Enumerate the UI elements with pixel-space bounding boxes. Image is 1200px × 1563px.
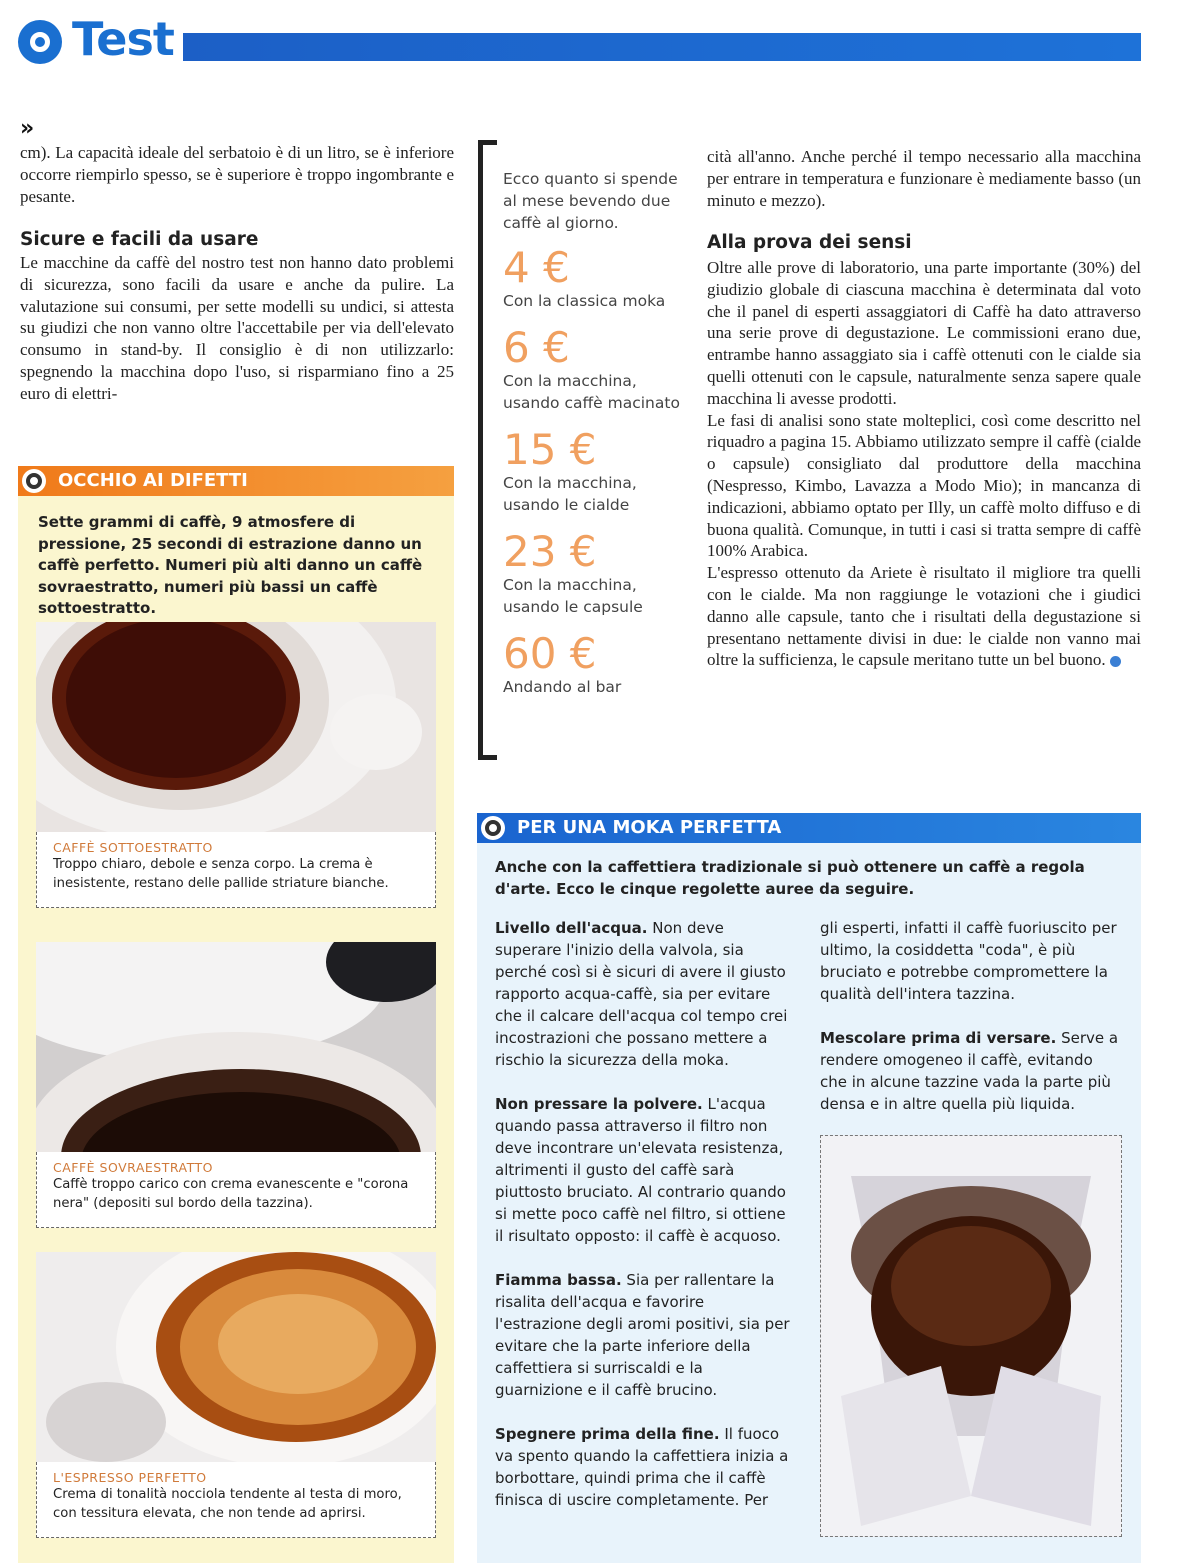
price-intro: Ecco quanto si spende al mese bevendo due caffè al giorno.: [503, 170, 678, 232]
tip-title: Spegnere prima della fine.: [495, 1425, 720, 1443]
moka-left-column: [495, 917, 795, 1511]
price-amount: 23 €: [503, 527, 597, 576]
col3-body: [707, 257, 1141, 671]
tip-title: Fiamma bassa.: [495, 1271, 622, 1289]
caption-over-extracted: [36, 1152, 436, 1228]
tip-text: Il fuoco va spento quando la caffettiera inizia a borbottare, quindi prima che il caffè finisca di uscire completamente. Per: [495, 1425, 789, 1509]
defects-box: [18, 466, 454, 1563]
tip-title: Livello dell'acqua.: [495, 919, 648, 937]
header-bar: [183, 33, 1141, 61]
price-desc: Con la macchina, usando le capsule: [503, 576, 643, 616]
moka-tip: [495, 917, 795, 1071]
caption-under-extracted: [36, 832, 436, 908]
tip-title: Non pressare la polvere.: [495, 1095, 703, 1113]
continue-mark: »: [20, 116, 35, 141]
defects-title: OCCHIO AI DIFETTI: [58, 470, 248, 491]
caption-title: L'ESPRESSO PERFETTO: [53, 1470, 207, 1485]
col3-paragraph: Oltre alle prove di laboratorio, una parte importante (30%) del giudizio globale di ciascuna macchina è determinata dal voto che il panel di esperti assaggiatori di Caffè ha dato attraverso una serie prove di degustazione. Le commissioni erano due, entrambe hanno assaggiato sia i caffè ottenuti con le cialde sia quelli ottenuti con le capsule, naturalmente senza sapere quale macchina li avesse prodotti.: [707, 258, 1141, 408]
col1-heading: Sicure e facili da usare: [20, 229, 259, 250]
price-amount: 4 €: [503, 243, 570, 292]
photo-moka-top: [820, 1135, 1122, 1537]
moka-right-column: [820, 917, 1120, 1115]
price-item: [503, 629, 693, 698]
page-title: Test: [72, 12, 174, 66]
target-icon: [481, 816, 505, 840]
moka-tip: [820, 1027, 1120, 1115]
col3-heading: Alla prova dei sensi: [707, 232, 912, 253]
col1-intro: cm). La capacità ideale del serbatoio è di un litro, se è inferiore occorre riempirlo spesso, se è superiore è troppo ingombrante e pesante.: [20, 143, 454, 206]
price-amount: 60 €: [503, 629, 597, 678]
caption-text: Troppo chiaro, debole e senza corpo. La crema è inesistente, restano delle pallide striature bianche.: [53, 857, 389, 891]
photo-under-extracted: [36, 622, 436, 832]
defects-intro: Sette grammi di caffè, 9 atmosfere di pressione, 25 secondi di estrazione danno un caffè perfetto. Numeri più alti danno un caffè sovraestratto, numeri più bassi un caffè sottoestratto.: [38, 513, 423, 617]
col3-paragraph: [707, 562, 1141, 671]
price-amount: 6 €: [503, 323, 570, 372]
price-list: [503, 168, 693, 698]
caption-perfect-espresso: [36, 1462, 436, 1538]
col3-paragraph-text: L'espresso ottenuto da Ariete è risultato il migliore tra quelli con le cialde. Ma non raggiunge le votazioni che i giudici danno alle capsule, tanto che i risultati della degustazione si presentano nettamente divisi in due: le cialde non vanno mai oltre la sufficienza, le capsule meritano tutte un bel buono.: [707, 563, 1141, 670]
tip-text: Sia per rallentare la risalita dell'acqua e favorire l'estrazione degli aromi positivi, sia per evitare che la parte inferiore della caffettiera si surriscaldi e la guarnizione e il caffè brucino.: [495, 1271, 790, 1399]
end-dot-icon: [1110, 656, 1121, 667]
target-icon: [22, 469, 46, 493]
moka-title: PER UNA MOKA PERFETTA: [517, 817, 782, 838]
caption-text: Crema di tonalità nocciola tendente al testa di moro, con tessitura elevata, che non tende ad aprirsi.: [53, 1487, 402, 1521]
col1-body: Le macchine da caffè del nostro test non hanno dato problemi di sicurezza, sono facili da usare e anche da pulire. La valutazione sui consumi, per sette modelli su undici, si attesta su giudizi che non vanno oltre l'accettabile per via dell'elevato consumo in stand-by. Il consiglio è di non utilizzarlo: spegnendo la macchina dopo l'uso, si risparmiano fino a 25 euro di elettri-: [20, 253, 454, 403]
price-bracket: [478, 140, 497, 760]
price-desc: Con la classica moka: [503, 292, 666, 310]
price-amount: 15 €: [503, 425, 597, 474]
caption-title: CAFFÈ SOTTOESTRATTO: [53, 840, 213, 855]
tip-text: L'acqua quando passa attraverso il filtro non deve incontrare un'elevata resistenza, altrimenti il gusto del caffè sarà piuttosto bruciato. Al contrario quando si mette poco caffè nel filtro, si ottiene il risultato opposto: il caffè è acquoso.: [495, 1095, 786, 1245]
tip-title: Mescolare prima di versare.: [820, 1029, 1057, 1047]
col3-paragraph: Le fasi di analisi sono state molteplici, così come descritto nel riquadro a pagina 15. Abbiamo utilizzato sempre il caffè (cialde o capsule) consigliato dal produttore della macchina (Nespresso, Kimbo, Lavazza a Modo Mio); in mancanza di indicazioni, abbiamo optato per Illy, un caffè molto diffuso e di buona qualità. Comunque, in tutti i casi si tratta sempre di caffè 100% Arabica.: [707, 410, 1141, 561]
col3-intro: cità all'anno. Anche perché il tempo necessario alla macchina per entrare in temperatura e funzionare è mediamente basso (un minuto e mezzo).: [707, 147, 1141, 210]
price-desc: Con la macchina, usando le cialde: [503, 474, 637, 514]
moka-tip: [495, 1269, 795, 1401]
moka-tip-continued: gli esperti, infatti il caffè fuoriuscito per ultimo, la cosiddetta "coda", è più bruciato e potrebbe compromettere la qualità dell'intera tazzina.: [820, 919, 1117, 1003]
test-logo-icon: [18, 20, 62, 64]
price-desc: Con la macchina, usando caffè macinato: [503, 372, 680, 412]
caption-text: Caffè troppo carico con crema evanescente e "corona nera" (depositi sul bordo della tazzina).: [53, 1177, 409, 1211]
tip-text: Non deve superare l'inizio della valvola, sia perché così si è sicuri di avere il giusto rapporto acqua-caffè, sia per evitare che il calcare dell'acqua col tempo crei incostrazioni che possano mettere a rischio la sicurezza della moka.: [495, 919, 788, 1069]
price-item: [503, 425, 693, 516]
price-item: [503, 527, 693, 618]
moka-box: [477, 813, 1141, 1563]
price-item: [503, 323, 693, 414]
defects-header: [18, 466, 454, 496]
photo-perfect-espresso: [36, 1252, 436, 1462]
moka-intro: Anche con la caffettiera tradizionale si può ottenere un caffè a regola d'arte. Ecco le cinque regolette auree da seguire.: [495, 858, 1085, 898]
price-desc: Andando al bar: [503, 678, 622, 696]
price-item: [503, 243, 693, 312]
photo-over-extracted: [36, 942, 436, 1152]
moka-header: [477, 813, 1141, 843]
moka-tip: [495, 1093, 795, 1247]
caption-title: CAFFÈ SOVRAESTRATTO: [53, 1160, 213, 1175]
moka-tip: [495, 1423, 795, 1511]
tip-text: Serve a rendere omogeneo il caffè, evitando che in alcune tazzine vada la parte più densa e in altre quella più liquida.: [820, 1029, 1119, 1113]
